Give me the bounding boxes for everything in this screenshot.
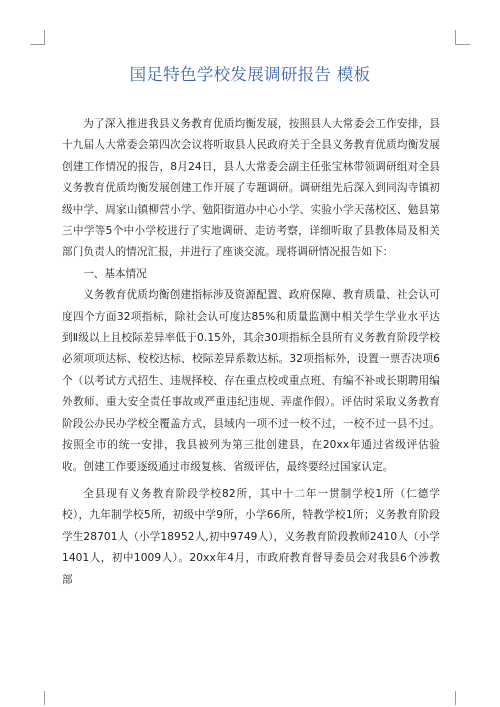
crop-mark-top-left <box>30 30 45 45</box>
crop-mark-top-right <box>455 30 470 45</box>
section-heading-basic-situation: 一、基本情况 <box>83 267 147 280</box>
section1-paragraph-1: 义务教育优质均衡创建指标涉及资源配置、政府保障、教育质量、社会认可度四个方面32项指标，除社会认可度达85%和质量监测中相关学生学业水平达到Ⅱ级以上且校际差异率低于0.15外，其余30项指标全县所有义务教育阶段学校必须项项达标、校校达标、校际差异系数达标。32项指标外，设置一票否决项6个（以考试方式招生、违规择校、存在重点校或重点班、有编不补或长期聘用编外教师、重大安全责任事故或严重违纪违规、弄虚作假）。评估时采取义务教育阶段公办民办学校全覆盖方式，县域内一项不过一校不过，一校不过一县不过。按照全市的统一安排，我县被列为第三批创建县，在20xx年通过省级评估验收。创建工作要逐级通过市级复核、省级评估，最终要经过国家认定。 <box>62 289 440 473</box>
crop-mark-bottom-right <box>455 691 470 705</box>
page-title: 国足特色学校发展调研报告 模板 <box>129 65 371 84</box>
crop-mark-bottom-left <box>30 691 45 705</box>
document-body <box>62 114 440 591</box>
intro-paragraph: 为了深入推进我县义务教育优质均衡发展，按照县人大常委会工作安排，县十九届人大常委会第四次会议将听取县人民政府关于全县义务教育优质均衡发展创建工作情况的报告，8月24日，县人大常委会副主任张宝林带领调研组对全县义务教育优质均衡发展创建工作开展了专题调研。调研组先后深入到同沟寺镇初级中学、周家山镇柳营小学、勉阳街道办中心小学、实验小学天荡校区、勉县第三中学等5个中小学校进行了实地调研、走访考察，详细听取了县教体局及相关部门负责人的情况汇报，并进行了座谈交流。现将调研情况报告如下： <box>62 118 440 259</box>
section1-paragraph-2: 全县现有义务教育阶段学校82所，其中十二年一贯制学校1所（仁德学校），九年制学校5所，初级中学9所，小学66所，特教学校1所；义务教育阶段学生28701人（小学18952人,初中9749人），义务教育阶段教师2410人（小学1401人，初中1009人）。20xx年4月，市政府教育督导委员会对我县6个涉教部 <box>62 487 440 586</box>
